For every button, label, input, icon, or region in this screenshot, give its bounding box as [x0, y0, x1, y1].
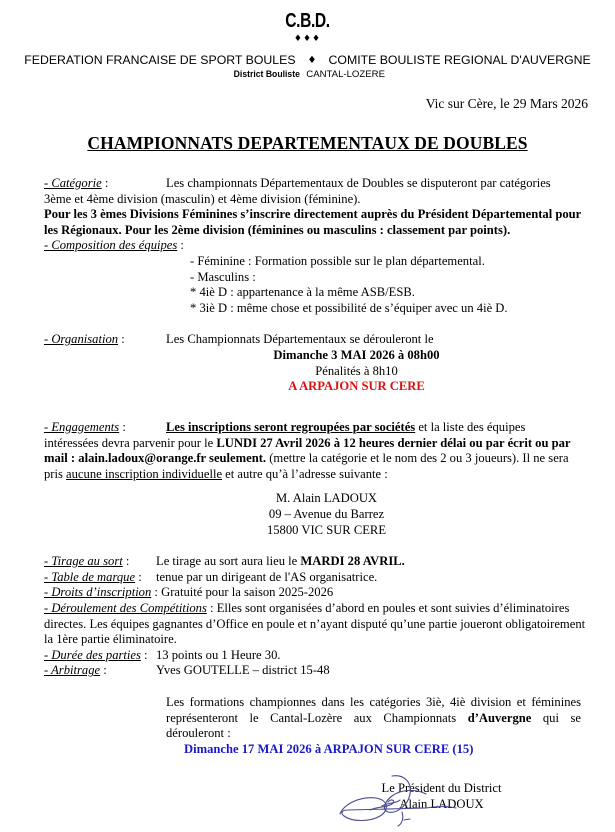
section-arbitrage-value: Yves GOUTELLE – district 15-48 [156, 663, 330, 678]
spacer [44, 316, 589, 332]
address-street: 09 – Avenue du Barrez [268, 506, 385, 521]
engagements-line4: pris aucune inscription individuelle et autre qu’à l’adresse suivante : [44, 466, 388, 481]
section-droits [44, 585, 589, 601]
section-arbitrage [44, 663, 589, 679]
handwritten-signature [330, 772, 470, 832]
address-city: 15800 VIC SUR CERE [266, 522, 387, 537]
composition-item-0: - Féminine : Formation possible sur le plan départemental. [190, 254, 485, 269]
section-tirage-label: - Tirage au sort : [44, 554, 130, 569]
signature-name: Alain LADOUX [399, 796, 484, 811]
document-body [0, 176, 615, 812]
composition-item-2: * 4iè D : appartenance à la même ASB/ESB. [190, 285, 415, 300]
section-droits-label: - Droits d’inscription : [44, 585, 158, 600]
section-droits-value: Gratuité pour la saison 2025-2026 [161, 585, 334, 600]
organisation-penalites: Pénalités à 8h10 [315, 363, 398, 378]
federation-left-label: FEDERATION FRANCAISE DE SPORT BOULES [24, 53, 296, 67]
section-organisation [44, 332, 589, 348]
federation-line [0, 53, 615, 67]
spacer [44, 538, 589, 554]
section-arbitrage-label: - Arbitrage : [44, 663, 107, 678]
section-categorie [44, 176, 589, 192]
signature-title: Le Président du District [381, 780, 502, 795]
section-table-marque-label: - Table de marque : [44, 569, 142, 584]
section-organisation-label: - Organisation : [44, 332, 125, 347]
spacer [44, 482, 589, 491]
section-categorie-label: - Catégorie : [44, 176, 109, 190]
signature-block [44, 780, 589, 813]
letterhead-logo [0, 0, 615, 44]
organisation-date: Dimanche 3 MAI 2026 à 08h00 [273, 348, 440, 363]
section-categorie-line1: Les championnats Départementaux de Doubles se disputeront par catégories [166, 176, 551, 190]
engagements-line3: mail : alain.ladoux@orange.fr seulement. (mettre la catégorie et le nom des 2 ou 3 joueurs). Il ne sera [44, 451, 569, 466]
district-bouliste-label: District Bouliste [233, 69, 300, 80]
district-name-label: CANTAL-LOZERE [306, 69, 385, 80]
section-tirage [44, 554, 589, 570]
diamond-ornament-icon: ♦♦♦ [293, 34, 322, 44]
section-categorie-note: Pour les 3 èmes Divisions Féminines s’inscrire directement auprès du Président Départemental pour les Régionaux. Pour les 2ème division (féminines ou masculins : classement par points). [44, 207, 582, 237]
engagements-line2: intéressées devra parvenir pour le LUNDI 27 Avril 2026 à 12 heures dernier délai ou par écrit ou par [44, 435, 571, 450]
section-categorie-line2: 3ème et 4ème division (masculin) et 4ème division (féminine). [44, 191, 361, 206]
engagements-line1 [166, 420, 525, 436]
section-engagements [44, 420, 589, 436]
section-table-marque [44, 570, 589, 586]
section-deroulement: - Déroulement des Compétitions : Elles sont organisées d’abord en poules et sont suivies d’éliminatoires directes. Les équipes gagnantes d’Office en poule et n’ayant disputé qu’une partie joueront obligatoirement la 1ère partie éliminatoire. [44, 601, 586, 647]
section-duree [44, 648, 589, 664]
section-engagements-label: - Engagements : [44, 419, 126, 434]
spacer [44, 679, 589, 695]
engagements-line1-rest: et la liste des équipes [415, 419, 526, 434]
page-title: CHAMPIONNATS DEPARTEMENTAUX DE DOUBLES [87, 133, 528, 153]
engagements-email: mail : alain.ladoux@orange.fr seulement. [44, 451, 267, 466]
section-composition-label: - Composition des équipes : [44, 238, 184, 253]
organisation-location: A ARPAJON SUR CERE [288, 379, 425, 394]
spacer [44, 395, 589, 420]
section-deroulement-value: Elles sont organisées d’abord en poules et sont suivies d’éliminatoires directes. Les équipes gagnantes d’Office en poule et n’ayant disputé qu’une partie joueront obligatoirement la 1ère partie éliminatoire. [44, 601, 586, 647]
section-duree-label: - Durée des parties : [44, 647, 148, 662]
closing-paragraph: Les formations championnes dans les catégories 3iè, 4iè division et féminines représenteront le Cantal-Lozère aux Championnats d’Auvergne qui se dérouleront : [166, 695, 581, 741]
address-name: M. Alain LADOUX [275, 491, 378, 506]
place-date: Vic sur Cère, le 29 Mars 2026 [425, 96, 588, 111]
section-tirage-value: Le tirage au sort aura lieu le MARDI 28 AVRIL. [156, 554, 405, 569]
section-deroulement-label: - Déroulement des Compétitions [44, 601, 207, 616]
section-organisation-line1: Les Championnats Départementaux se dérouleront le [166, 332, 434, 347]
district-line [0, 69, 615, 80]
closing-date: Dimanche 17 MAI 2026 à ARPAJON SUR CERE (15) [184, 741, 474, 756]
engagements-highlight: Les inscriptions seront regroupées par sociétés [166, 419, 416, 434]
section-table-marque-value: tenue par un dirigeant de l'AS organisatrice. [156, 569, 378, 584]
section-duree-value: 13 points ou 1 Heure 30. [156, 647, 281, 662]
composition-item-3: * 3iè D : même chose et possibilité de s’équiper avec un 4iè D. [190, 300, 508, 315]
federation-right-label: COMITE BOULISTE REGIONAL D'AUVERGNE [328, 53, 591, 67]
cbd-logo-text: C.B.D. [285, 10, 330, 32]
diamond-separator-icon: ♦ [307, 55, 317, 66]
composition-item-1: - Masculins : [190, 269, 256, 284]
